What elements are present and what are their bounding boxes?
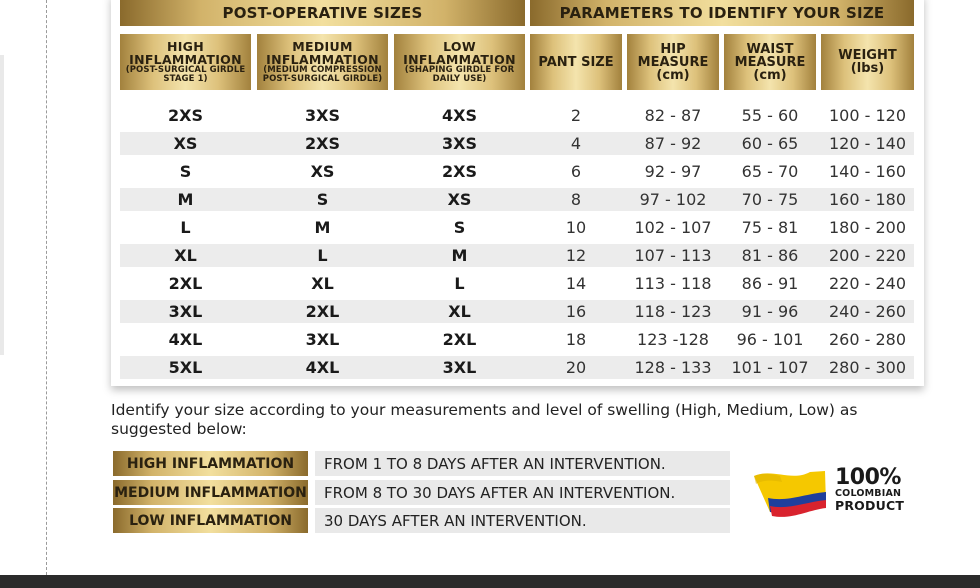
post-operative-sizes-header: POST-OPERATIVE SIZES [120, 0, 525, 26]
table-cell: 20 [565, 358, 587, 377]
table-cell: 3XL [305, 330, 340, 349]
table-cell: 160 - 180 [828, 190, 907, 209]
col-title: MEDIUM INFLAMMATION [266, 39, 379, 67]
parameters-header: PARAMETERS TO IDENTIFY YOUR SIZE [530, 0, 914, 26]
level-label-high: HIGH INFLAMMATION [113, 451, 308, 476]
table-cell: 260 - 280 [828, 330, 907, 349]
table-cell: L [454, 274, 465, 293]
table-cell: XS [310, 162, 335, 181]
table-cell: 6 [570, 162, 582, 181]
badge-line-1: COLOMBIAN [835, 488, 902, 499]
table-cell: 55 - 60 [741, 106, 799, 125]
table-cell: 140 - 160 [828, 162, 907, 181]
table-cell: L [180, 218, 191, 237]
table-cell: M [451, 246, 468, 265]
col-header-waist-measure [724, 34, 816, 90]
table-cell: M [314, 218, 331, 237]
table-cell: 81 - 86 [741, 246, 799, 265]
table-cell: 200 - 220 [828, 246, 907, 265]
table-cell: XL [448, 302, 471, 321]
table-cell: 102 - 107 [634, 218, 712, 237]
col-title: WEIGHT [838, 48, 897, 63]
table-cell: XL [311, 274, 334, 293]
page-margin-guide [46, 0, 47, 575]
col-subtitle: (lbs) [850, 61, 885, 76]
level-description-low: 30 DAYS AFTER AN INTERVENTION. [315, 508, 730, 533]
table-cell: 180 - 200 [828, 218, 907, 237]
table-row [120, 272, 914, 295]
table-cell: 75 - 81 [741, 218, 799, 237]
level-label-medium: MEDIUM INFLAMMATION [113, 480, 308, 505]
table-cell: L [317, 246, 328, 265]
table-cell: XL [174, 246, 197, 265]
col-subtitle: (cm) [656, 67, 690, 83]
table-cell: 4XS [442, 106, 477, 125]
table-cell: 2XS [168, 106, 203, 125]
table-cell: 86 - 91 [741, 274, 799, 293]
table-row [120, 328, 914, 351]
table-cell: XS [447, 190, 472, 209]
bottom-bar [0, 575, 980, 588]
table-cell: 82 - 87 [644, 106, 702, 125]
table-cell: 2XL [168, 274, 203, 293]
table-cell: 220 - 240 [828, 274, 907, 293]
col-header-medium-inflammation [257, 34, 388, 90]
table-cell: 123 -128 [637, 330, 709, 349]
table-row [120, 300, 914, 323]
table-cell: S [316, 190, 329, 209]
table-cell: 92 - 97 [644, 162, 702, 181]
table-cell: 3XS [442, 134, 477, 153]
table-cell: 113 - 118 [634, 274, 712, 293]
col-title: WAIST MEASURE [734, 41, 806, 70]
table-cell: 18 [565, 330, 587, 349]
table-cell: 101 - 107 [731, 358, 809, 377]
col-header-hip-measure [627, 34, 719, 90]
table-cell: 2XL [305, 302, 340, 321]
table-row [120, 188, 914, 211]
table-cell: 3XL [442, 358, 477, 377]
level-label-low: LOW INFLAMMATION [113, 508, 308, 533]
table-row [120, 132, 914, 155]
badge-percent: 100% [835, 465, 901, 490]
col-subtitle: (MEDIUM COMPRESSION POST-SURGICAL GIRDLE) [262, 65, 383, 84]
col-header-pant-size [530, 34, 622, 90]
table-cell: 2XS [305, 134, 340, 153]
table-cell: 118 - 123 [634, 302, 712, 321]
table-cell: 87 - 92 [644, 134, 702, 153]
table-cell: S [453, 218, 466, 237]
table-cell: 128 - 133 [634, 358, 712, 377]
table-cell: 240 - 260 [828, 302, 907, 321]
col-header-high-inflammation [120, 34, 251, 90]
badge-line-2: PRODUCT [835, 498, 905, 513]
col-subtitle: (cm) [753, 67, 787, 83]
table-cell: 4XL [168, 330, 203, 349]
col-title: HIP MEASURE [637, 41, 709, 70]
table-cell: 70 - 75 [741, 190, 799, 209]
table-cell: 2XL [442, 330, 477, 349]
left-panel-edge [0, 55, 4, 355]
table-row [120, 216, 914, 239]
colombian-product-badge [835, 467, 915, 512]
table-cell: M [177, 190, 194, 209]
table-row [120, 356, 914, 379]
col-title: HIGH INFLAMMATION [129, 39, 242, 67]
table-cell: 65 - 70 [741, 162, 799, 181]
size-instructions-text: Identify your size according to your measurements and level of swelling (High, Medium, Low) as suggested below: [111, 401, 858, 438]
level-description-medium: FROM 8 TO 30 DAYS AFTER AN INTERVENTION. [315, 480, 730, 505]
table-cell: 12 [565, 246, 587, 265]
table-cell: 10 [565, 218, 587, 237]
col-subtitle: (SHAPING GIRDLE FOR DAILY USE) [404, 65, 515, 84]
table-cell: 60 - 65 [741, 134, 799, 153]
table-cell: 91 - 96 [741, 302, 799, 321]
table-cell: 97 - 102 [639, 190, 707, 209]
table-cell: XS [173, 134, 198, 153]
table-cell: 4XL [305, 358, 340, 377]
col-subtitle: (POST-SURGICAL GIRDLE STAGE 1) [125, 65, 246, 84]
table-cell: S [179, 162, 192, 181]
table-cell: 3XL [168, 302, 203, 321]
table-cell: 3XS [305, 106, 340, 125]
level-description-high: FROM 1 TO 8 DAYS AFTER AN INTERVENTION. [315, 451, 730, 476]
table-cell: 280 - 300 [828, 358, 907, 377]
table-row [120, 104, 914, 127]
table-cell: 14 [565, 274, 587, 293]
table-cell: 120 - 140 [828, 134, 907, 153]
table-cell: 100 - 120 [828, 106, 907, 125]
table-cell: 107 - 113 [634, 246, 712, 265]
table-cell: 8 [570, 190, 582, 209]
table-row [120, 244, 914, 267]
table-cell: 4 [570, 134, 582, 153]
table-cell: 5XL [168, 358, 203, 377]
table-cell: 16 [565, 302, 587, 321]
table-row [120, 160, 914, 183]
table-cell: 2XS [442, 162, 477, 181]
col-title: PANT SIZE [538, 54, 614, 70]
col-title: LOW INFLAMMATION [403, 39, 516, 67]
col-header-low-inflammation [394, 34, 525, 90]
table-cell: 96 - 101 [736, 330, 804, 349]
col-header-weight [821, 34, 914, 90]
table-cell: 2 [570, 106, 582, 125]
